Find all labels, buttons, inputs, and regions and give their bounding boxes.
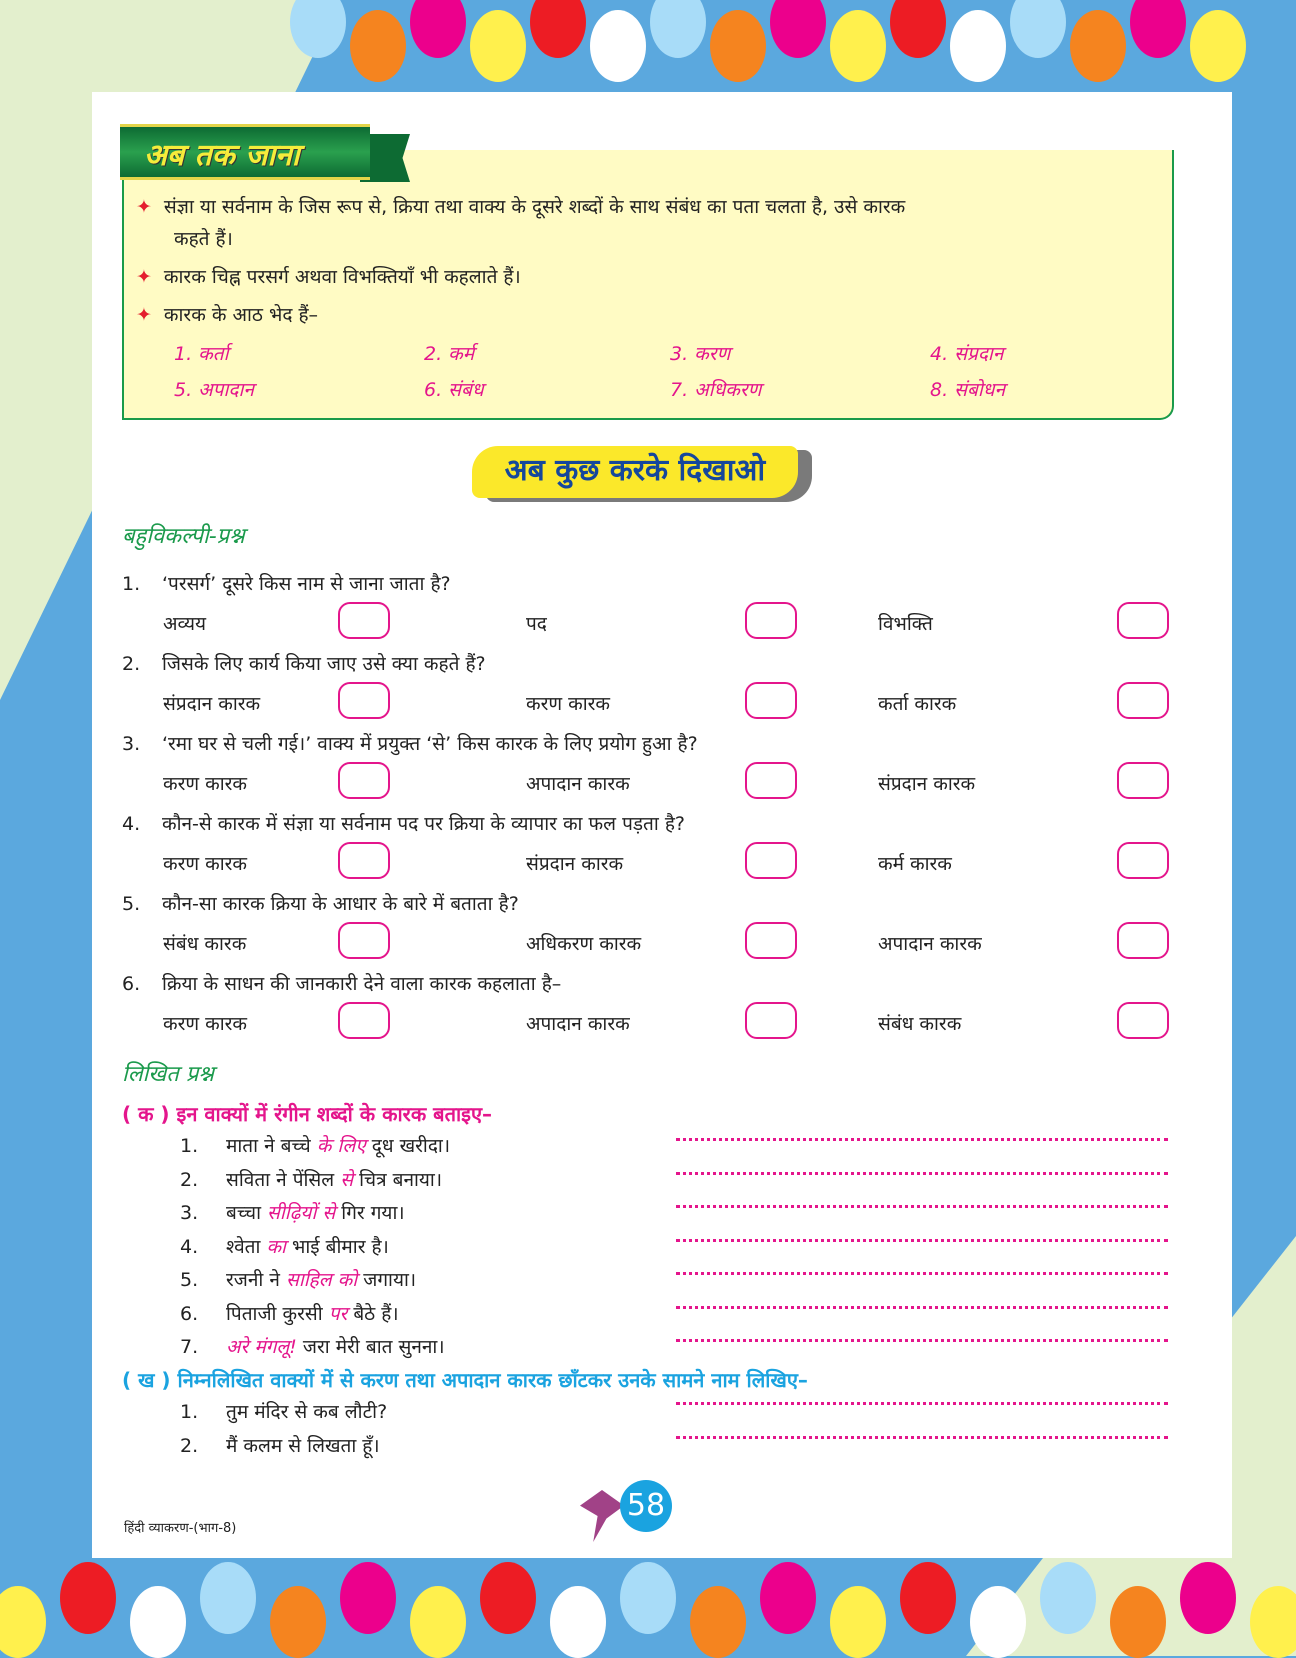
question-number: 3. [122, 733, 141, 755]
highlighted-word: पर [328, 1302, 348, 1325]
answer-checkbox[interactable] [338, 842, 390, 879]
dot [1070, 10, 1126, 82]
dot [530, 0, 586, 58]
kind: 2. कर्म [424, 343, 475, 365]
ka-item [180, 1233, 389, 1259]
answer-checkbox[interactable] [1117, 1002, 1169, 1039]
dot [410, 1586, 466, 1658]
dot [1130, 0, 1186, 58]
dot [650, 0, 706, 58]
option-label: विभक्ति [878, 613, 933, 635]
highlighted-word: के लिए [316, 1135, 366, 1157]
dot [60, 1562, 116, 1634]
dot [830, 1586, 886, 1658]
answer-checkbox[interactable] [338, 1002, 390, 1039]
dot [550, 1586, 606, 1658]
answer-checkbox[interactable] [1117, 922, 1169, 959]
known-box [122, 150, 1174, 420]
dot [770, 0, 826, 58]
answer-checkbox[interactable] [745, 762, 797, 799]
option-label: पद [526, 613, 547, 635]
answer-checkbox[interactable] [1117, 842, 1169, 879]
star-bullet-icon: ✦ [136, 266, 152, 288]
sentence-text: बैठे हैं। [347, 1302, 399, 1325]
dot [350, 10, 406, 82]
answer-checkbox[interactable] [745, 922, 797, 959]
option-label: कर्म कारक [878, 853, 952, 875]
point: ✦ कारक चिह्न परसर्ग अथवा विभक्तियाँ भी कहलाते हैं। [136, 266, 521, 288]
question-number: 5. [122, 893, 141, 915]
dot [970, 1586, 1026, 1658]
dot [830, 10, 886, 82]
sentence-text: दूध खरीदा। [365, 1135, 451, 1157]
item-number: 5. [180, 1269, 199, 1291]
point: ✦ संज्ञा या सर्वनाम के जिस रूप से, क्रिया तथा वाक्य के दूसरे शब्दों के साथ संबंध का पता चलता है, उसे कारक [136, 196, 906, 218]
sentence-text: चित्र बनाया। [353, 1168, 443, 1191]
sentence-text: भाई बीमार है। [285, 1235, 389, 1258]
question-number: 6. [122, 973, 141, 995]
option-label: अपादान कारक [526, 773, 630, 795]
answer-checkbox[interactable] [1117, 602, 1169, 639]
mcq-question [122, 650, 486, 676]
dot [760, 1562, 816, 1634]
option-label: संप्रदान कारक [163, 693, 261, 715]
highlighted-word: साहिल को [285, 1269, 358, 1291]
mcq-question [122, 570, 451, 596]
answer-checkbox[interactable] [1117, 762, 1169, 799]
point-cont: कहते हैं। [174, 228, 233, 250]
mcq-question [122, 730, 698, 756]
dot [480, 1562, 536, 1634]
ka-heading: ( क ) इन वाक्यों में रंगीन शब्दों के कारक बताइए– [122, 1102, 493, 1126]
item-number: 7. [180, 1336, 199, 1358]
option-label: करण कारक [526, 693, 611, 715]
dot [890, 0, 946, 58]
dot [470, 10, 526, 82]
item-number: 1. [180, 1135, 199, 1157]
answer-line[interactable] [676, 1402, 1168, 1405]
dot [900, 1562, 956, 1634]
dot [950, 10, 1006, 82]
answer-line[interactable] [676, 1205, 1168, 1208]
dot [620, 1562, 676, 1634]
dot [1110, 1586, 1166, 1658]
ka-item [180, 1132, 450, 1158]
question-text: ‘रमा घर से चली गई।’ वाक्य में प्रयुक्त ‘से’ किस कारक के लिए प्रयोग हुआ है? [162, 733, 698, 755]
answer-checkbox[interactable] [745, 1002, 797, 1039]
highlighted-word: सीढ़ियों से [267, 1202, 336, 1224]
kind: 1. कर्ता [174, 343, 229, 365]
answer-checkbox[interactable] [1117, 682, 1169, 719]
answer-line[interactable] [676, 1306, 1168, 1309]
sentence-text: जगाया। [357, 1269, 417, 1291]
answer-line[interactable] [676, 1172, 1168, 1175]
answer-line[interactable] [676, 1436, 1168, 1439]
answer-line[interactable] [676, 1239, 1168, 1242]
question-text: जिसके लिए कार्य किया जाए उसे क्या कहते हैं? [162, 653, 486, 675]
dot [590, 10, 646, 82]
option-label: संबंध कारक [163, 933, 247, 955]
option-label: करण कारक [163, 773, 248, 795]
answer-checkbox[interactable] [338, 682, 390, 719]
ka-item [180, 1333, 445, 1359]
sentence-text: रजनी ने [226, 1269, 286, 1291]
answer-line[interactable] [676, 1339, 1168, 1342]
question-text: ‘परसर्ग’ दूसरे किस नाम से जाना जाता है? [162, 573, 451, 595]
option-label: अपादान कारक [526, 1013, 630, 1035]
known-title: अब तक जाना [120, 124, 370, 180]
answer-checkbox[interactable] [745, 602, 797, 639]
item-number: 3. [180, 1202, 199, 1224]
sentence-text: पिताजी कुरसी [226, 1302, 329, 1325]
item-number: 6. [180, 1302, 199, 1325]
sentence-text: गिर गया। [335, 1202, 405, 1224]
sentence-text: श्वेता [226, 1235, 267, 1258]
mcq-question [122, 810, 685, 836]
point: ✦ कारक के आठ भेद हैं– [136, 304, 319, 326]
option-label: अधिकरण कारक [526, 933, 642, 955]
sentence-text: मैं कलम से लिखता हूँ। [226, 1435, 380, 1457]
sentence-text: माता ने बच्चे [226, 1135, 317, 1157]
star-bullet-icon: ✦ [136, 196, 152, 218]
answer-checkbox[interactable] [338, 602, 390, 639]
option-label: संप्रदान कारक [878, 773, 976, 795]
sentence-text: बच्चा [226, 1202, 268, 1224]
dot [200, 1562, 256, 1634]
page-number: 58 [620, 1480, 672, 1532]
dot [690, 1586, 746, 1658]
option-label: करण कारक [163, 853, 248, 875]
sentence-text: जरा मेरी बात सुनना। [296, 1336, 445, 1358]
option-label: संबंध कारक [878, 1013, 962, 1035]
item-number: 2. [180, 1168, 199, 1191]
answer-checkbox[interactable] [745, 682, 797, 719]
sentence-text: सविता ने पेंसिल [226, 1168, 341, 1191]
question-text: कौन-सा कारक क्रिया के आधार के बारे में बताता है? [162, 893, 519, 915]
kind: 7. अधिकरण [670, 379, 762, 401]
mcq-question [122, 890, 519, 916]
kind: 3. करण [670, 343, 731, 365]
option-label: करण कारक [163, 1013, 248, 1035]
mcq-title: बहुविकल्पी-प्रश्न [122, 524, 245, 549]
dot [0, 1586, 46, 1658]
kha-heading: ( ख ) निम्नलिखित वाक्यों में से करण तथा अपादान कारक छाँटकर उनके सामने नाम लिखिए– [122, 1368, 808, 1392]
dot [270, 1586, 326, 1658]
written-title: लिखित प्रश्न [122, 1062, 214, 1087]
highlighted-word: से [340, 1168, 354, 1191]
answer-checkbox[interactable] [745, 842, 797, 879]
item-number: 4. [180, 1235, 199, 1258]
question-number: 4. [122, 813, 141, 835]
dot [1010, 0, 1066, 58]
kha-item [180, 1398, 387, 1424]
question-number: 1. [122, 573, 141, 595]
dot [340, 1562, 396, 1634]
dot [1180, 1562, 1236, 1634]
answer-checkbox[interactable] [338, 922, 390, 959]
kind: 4. संप्रदान [930, 343, 1004, 365]
mcq-question [122, 970, 561, 996]
kind: 8. संबोधन [930, 379, 1006, 401]
activity-title: अब कुछ करके दिखाओ [472, 446, 798, 498]
kha-item [180, 1432, 380, 1458]
highlighted-word: का [266, 1235, 286, 1258]
question-text: क्रिया के साधन की जानकारी देने वाला कारक कहलाता है– [162, 973, 562, 995]
ka-item [180, 1266, 416, 1292]
option-label: संप्रदान कारक [526, 853, 624, 875]
option-label: कर्ता कारक [878, 693, 957, 715]
ka-item [180, 1300, 399, 1326]
book-title: हिंदी व्याकरण-(भाग-8) [124, 1521, 237, 1536]
star-bullet-icon: ✦ [136, 304, 152, 326]
item-number: 1. [180, 1401, 199, 1423]
dot [130, 1586, 186, 1658]
dot [710, 10, 766, 82]
answer-line[interactable] [676, 1272, 1168, 1275]
dot [1040, 1562, 1096, 1634]
kind: 6. संबंध [424, 379, 484, 401]
answer-line[interactable] [676, 1138, 1168, 1141]
question-number: 2. [122, 653, 141, 675]
option-label: अव्यय [163, 613, 207, 635]
question-text: कौन-से कारक में संज्ञा या सर्वनाम पद पर क्रिया के व्यापार का फल पड़ता है? [162, 813, 686, 835]
dot [1190, 10, 1246, 82]
ka-item [180, 1199, 405, 1225]
sentence-text: तुम मंदिर से कब लौटी? [226, 1401, 388, 1423]
answer-checkbox[interactable] [338, 762, 390, 799]
kind: 5. अपादान [174, 379, 254, 401]
option-label: अपादान कारक [878, 933, 982, 955]
ka-item [180, 1166, 442, 1192]
dot [410, 0, 466, 58]
item-number: 2. [180, 1435, 199, 1457]
highlighted-word: अरे मंगलू! [226, 1336, 297, 1358]
